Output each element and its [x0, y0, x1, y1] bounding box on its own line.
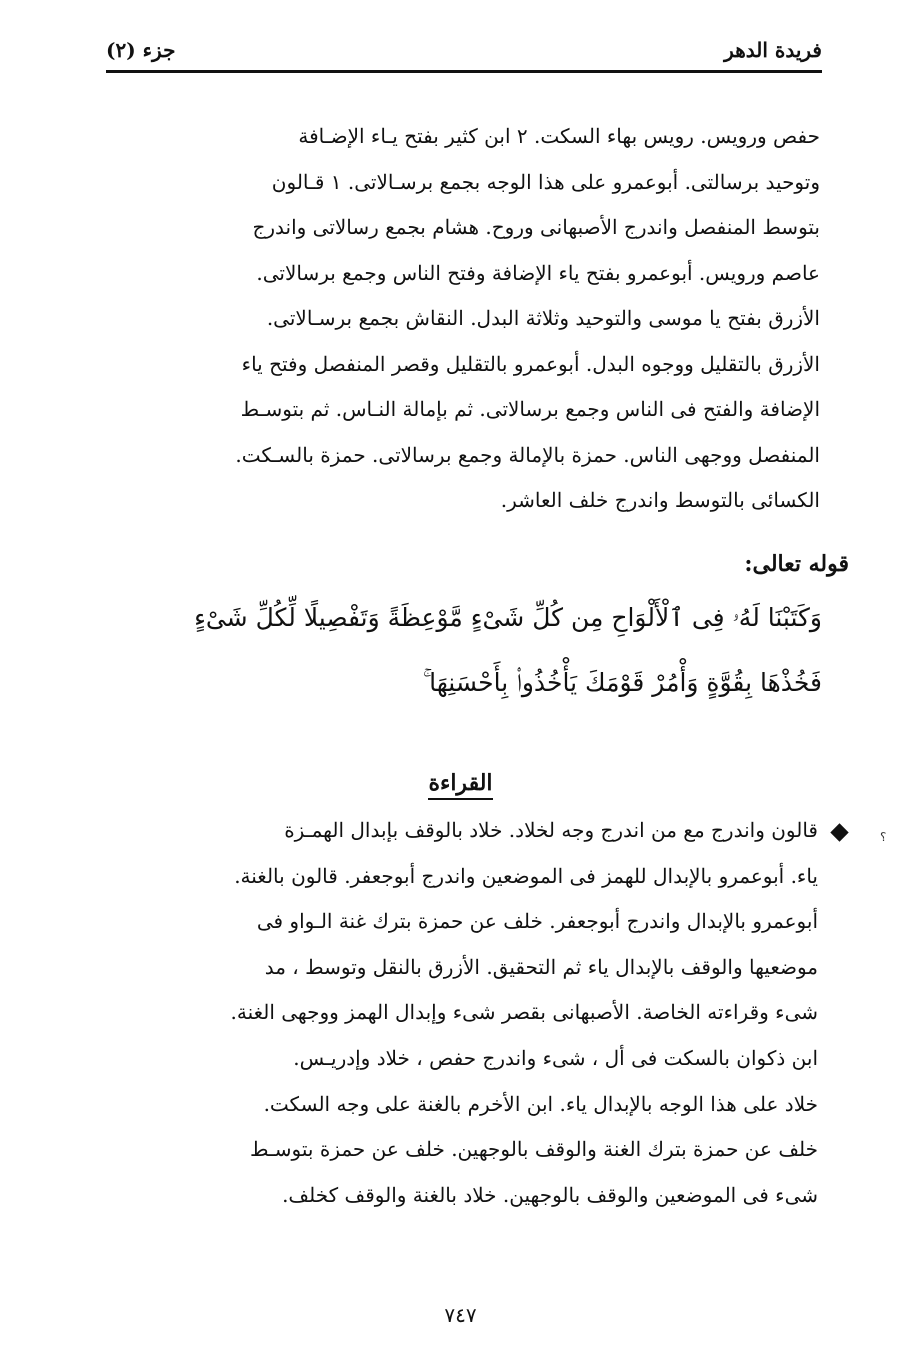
text-line: الكسائى بالتوسط واندرج خلف العاشر.	[500, 488, 820, 512]
paragraph-commentary	[106, 114, 820, 524]
text-line: خلف عن حمزة بترك الغنة والوقف بالوجهين. خلف عن حمزة بتوسـط	[249, 1137, 818, 1162]
text-line: حفص ورويس. رويس بهاء السكت. ٢ ابن كثير بفتح يـاء الإضـافة	[298, 124, 820, 148]
text-line: شىء فى الموضعين والوقف بالوجهين. خلاد بالغنة والوقف كخلف.	[282, 1182, 818, 1207]
text-line: وتوحيد برسالتى. أبوعمرو على هذا الوجه بجمع برسـالاتى. ١ قـالون	[271, 169, 820, 194]
text-line: ياء. أبوعمرو بالإبدال للهمز فى الموضعين واندرج أبوجعفر. قالون بالغنة.	[234, 863, 818, 888]
text-line: المنفصل ووجهى الناس. حمزة بالإمالة وجمع برسالاتى. حمزة بالسـكت.	[235, 442, 820, 467]
text-line: الأزرق بالتقليل ووجوه البدل. أبوعمرو بالتقليل وقصر المنفصل وفتح ياء	[241, 351, 820, 376]
text-line: خلاد على هذا الوجه بالإبدال ياء. ابن الأخرم بالغنة على وجه السكت.	[263, 1091, 818, 1116]
text-line: بتوسط المنفصل واندرج الأصبهانى وروح. هشام بجمع رسالاتى واندرج	[252, 215, 820, 239]
section-title-text: القراءة	[428, 770, 492, 800]
book-title: فريدة الدهر	[724, 38, 822, 62]
text-line: شىء وقراءته الخاصة. الأصبهانى بقصر شىء وإبدال الهمز ووجهى الغنة.	[230, 1000, 818, 1025]
text-line: الأزرق بفتح يا موسى والتوحيد وثلاثة البدل. النقاش بجمع برسـالاتى.	[266, 306, 820, 330]
text-line: عاصم ورويس. أبوعمرو بفتح ياء الإضافة وفتح الناس وجمع برسالاتى.	[256, 260, 820, 285]
paragraph-readings	[106, 808, 818, 1218]
verse-line-2: فَخُذْهَا بِقُوَّةٍ وَأْمُرْ قَوْمَكَ يَأْخُذُوا۟ بِأَحْسَنِهَا ۚ	[422, 668, 822, 697]
verse-line-1: وَكَتَبْنَا لَهُۥ فِى ٱلْأَلْوَاحِ مِن كُلِّ شَىْءٍ مَّوْعِظَةً وَتَفْصِيلًا لِّكُلِّ شَىْءٍ	[194, 603, 822, 632]
text-line: موضعيها والوقف بالإبدال ياء ثم التحقيق. الأزرق بالنقل وتوسط ، مد	[264, 954, 818, 979]
text-line: أبوعمرو بالإبدال واندرج أبوجعفر. خلف عن حمزة بترك غنة الـواو فى	[256, 909, 818, 934]
page-number: ٧٤٧	[444, 1303, 477, 1327]
text-line: ابن ذكوان بالسكت فى أل ، شىء واندرج حفص ، خلاد وإدريـس.	[293, 1045, 818, 1070]
text-line: قالون واندرج مع من اندرج وجه لخلاد. خلاد بالوقف بإبدال الهمـزة	[284, 818, 818, 842]
page-header	[106, 36, 822, 73]
verse-heading: قوله تعالى:	[744, 551, 849, 577]
margin-note: ؟	[880, 830, 887, 844]
text-line: الإضافة والفتح فى الناس وجمع برسالاتى. ثم بإمالة النـاس. ثم بتوسـط	[240, 397, 820, 421]
part-label: جزء (٢)	[106, 38, 176, 62]
diamond-bullet-icon	[830, 823, 848, 841]
section-title	[0, 770, 921, 796]
